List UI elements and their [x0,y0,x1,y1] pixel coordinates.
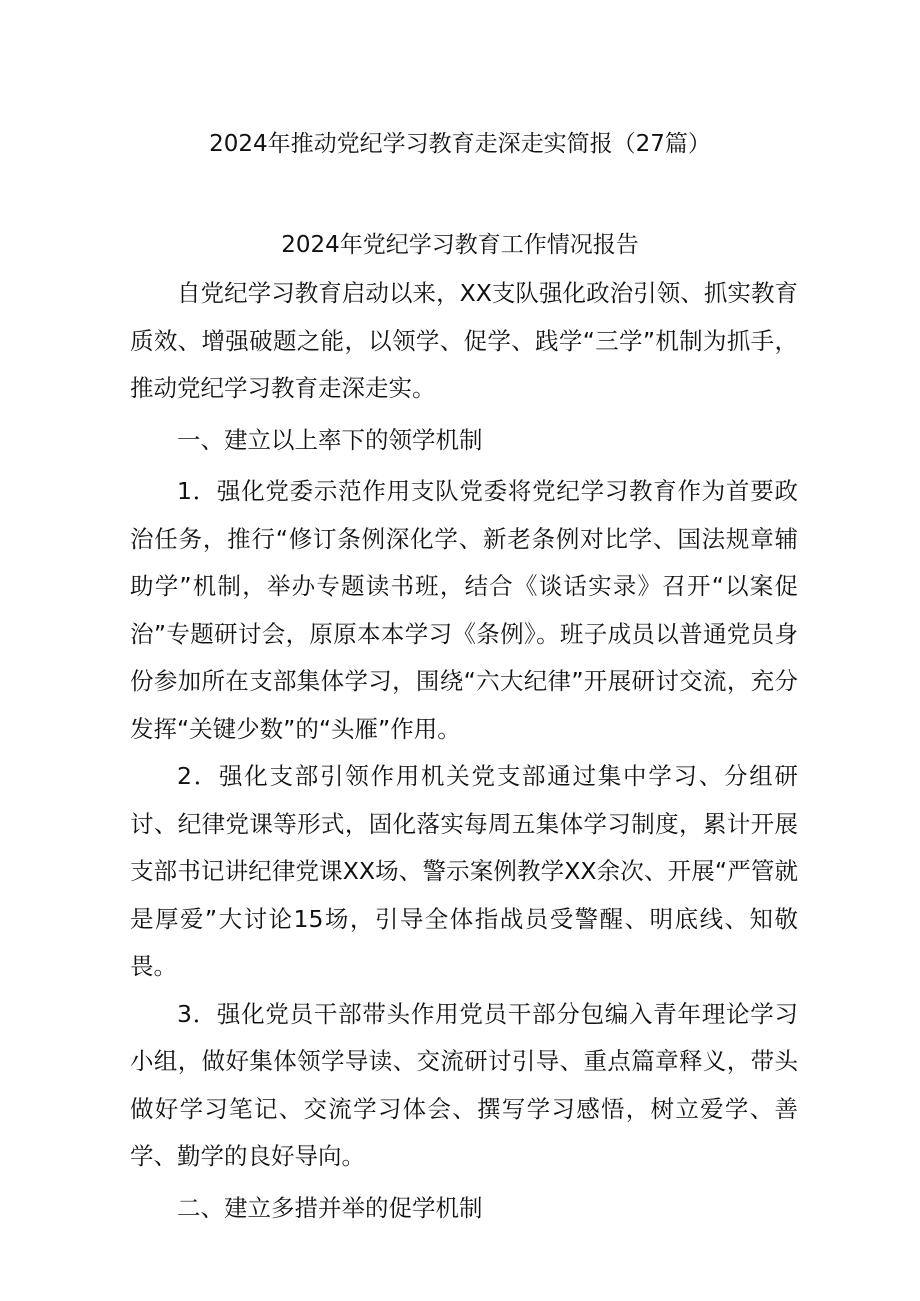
item-paragraph-2: 2．强化支部引领作用机关党支部通过集中学习、分组研讨、纪律党课等形式，固化落实每周五集体学习制度，累计开展支部书记讲纪律党课XX场、警示案例教学XX余次、开展“严管就是厚爱”大讨论15场，引导全体指战员受警醒、明底线、知敬畏。 [130,762,798,980]
item-paragraph-1: 1．强化党委示范作用支队党委将党纪学习教育作为首要政治任务，推行“修订条例深化学、新老条例对比学、国法规章辅助学”机制，举办专题读书班，结合《谈话实录》召开“以案促治”专题研讨会，原原本本学习《条例》。班子成员以普通党员身份参加所在支部集体学习，围绕“六大纪律”开展研讨交流，充分发挥“关键少数”的“头雁”作用。 [130,477,798,743]
document-title: 2024年推动党纪学习教育走深走实简报（27篇） [209,131,711,157]
section-heading-1: 一、建立以上率下的领学机制 [177,425,483,454]
intro-paragraph: 自党纪学习教育启动以来，XX支队强化政治引领、抓实教育质效、增强破题之能，以领学、促学、践学“三学”机制为抓手，推动党纪学习教育走深走实。 [130,279,798,402]
report-title: 2024年党纪学习教育工作情况报告 [281,232,639,258]
section-heading-2: 二、建立多措并举的促学机制 [177,1193,483,1222]
item-paragraph-3: 3．强化党员干部带头作用党员干部分包编入青年理论学习小组，做好集体领学导读、交流研讨引导、重点篇章释义，带头做好学习笔记、交流学习体会、撰写学习感悟，树立爱学、善学、勤学的良好导向。 [130,999,798,1170]
document-body [130,270,798,1236]
